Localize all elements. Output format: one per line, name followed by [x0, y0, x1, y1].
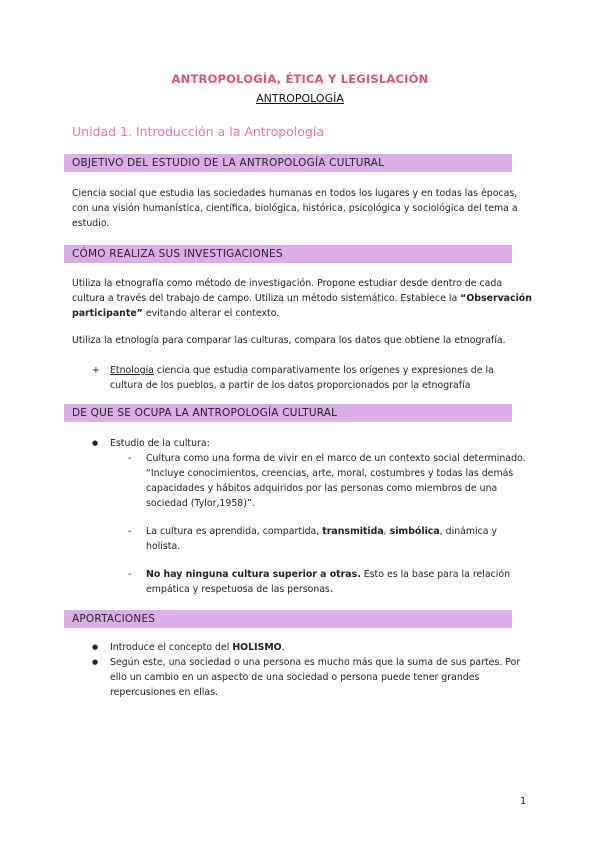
list-subitem-cultura-forma: Cultura como una forma de vivir en el marco de un contexto social determinado. “Incluye conocimientos, creencias, arte, moral, costumbres y todas las demás capacidades y hábitos adquiridos por las personas como miembros de una sociedad (Tylor,1958)”.	[146, 453, 526, 509]
document-subtitle: ANTROPOLOGÍA	[256, 92, 344, 105]
plus-bullet-icon: +	[92, 365, 100, 376]
paragraph-etnologia: Utiliza la etnología para comparar las culturas, compara los datos que obtiene la etnografía.	[72, 335, 506, 346]
section-heading-investigaciones: CÓMO REALIZA SUS INVESTIGACIONES	[64, 245, 512, 263]
dash-bullet-icon: -	[128, 526, 132, 537]
section-heading-aportaciones: APORTACIONES	[64, 610, 512, 628]
dash-bullet-icon: -	[128, 569, 132, 580]
section-heading-ocupa: DE QUE SE OCUPA LA ANTROPOLOGÍA CULTURAL	[64, 404, 512, 422]
list-subitem-no-superior: No hay ninguna cultura superior a otras. Esto es la base para la relación empática y respetuosa de las personas.	[146, 569, 511, 595]
list-item-etnologia: Etnología ciencia que estudia comparativamente los orígenes y expresiones de la cultura de los pueblos, a partir de los datos proporcionados por la etnografía	[110, 365, 494, 391]
list-item-estudio-cultura: Estudio de la cultura:	[110, 438, 210, 449]
document-title: ANTROPOLOGÍA, ÉTICA Y LEGISLACIÓN	[171, 72, 429, 86]
unit-title: Unidad 1. Introducción a la Antropología	[72, 124, 324, 139]
dot-bullet-icon: ●	[92, 643, 99, 651]
page-number: 1	[520, 796, 527, 807]
observacion-participante: “Observación participante”	[72, 293, 532, 319]
list-item-holismo: Introduce el concepto del HOLISMO.	[110, 642, 285, 653]
dot-bullet-icon: ●	[92, 658, 99, 666]
dash-bullet-icon: -	[128, 453, 132, 464]
list-item-sociedad-persona: Según este, una sociedad o una persona es mucho más que la suma de sus partes. Por ello un cambio en un aspecto de una sociedad o persona puede tener grandes repercusiones en ellas.	[110, 657, 521, 698]
dot-bullet-icon: ●	[92, 439, 99, 447]
section-text-objetivo: Ciencia social que estudia las sociedades humanas en todos los lugares y en todas las épocas, con una visión humanística, científica, biológica, histórica, psicológica y sociológica del tema a estudio.	[72, 188, 518, 229]
paragraph-etnografia: Utiliza la etnografía como método de investigación. Propone estudiar desde dentro de cada cultura a través del trabajo de campo. Utiliza un método sistemático. Establece la “Observación participante” evitando alterar el contexto.	[72, 278, 532, 319]
section-heading-objetivo: OBJETIVO DEL ESTUDIO DE LA ANTROPOLOGÍA CULTURAL	[64, 154, 512, 172]
list-subitem-cultura-aprendida: La cultura es aprendida, compartida, transmitida, simbólica, dinámica y holista.	[146, 526, 498, 552]
